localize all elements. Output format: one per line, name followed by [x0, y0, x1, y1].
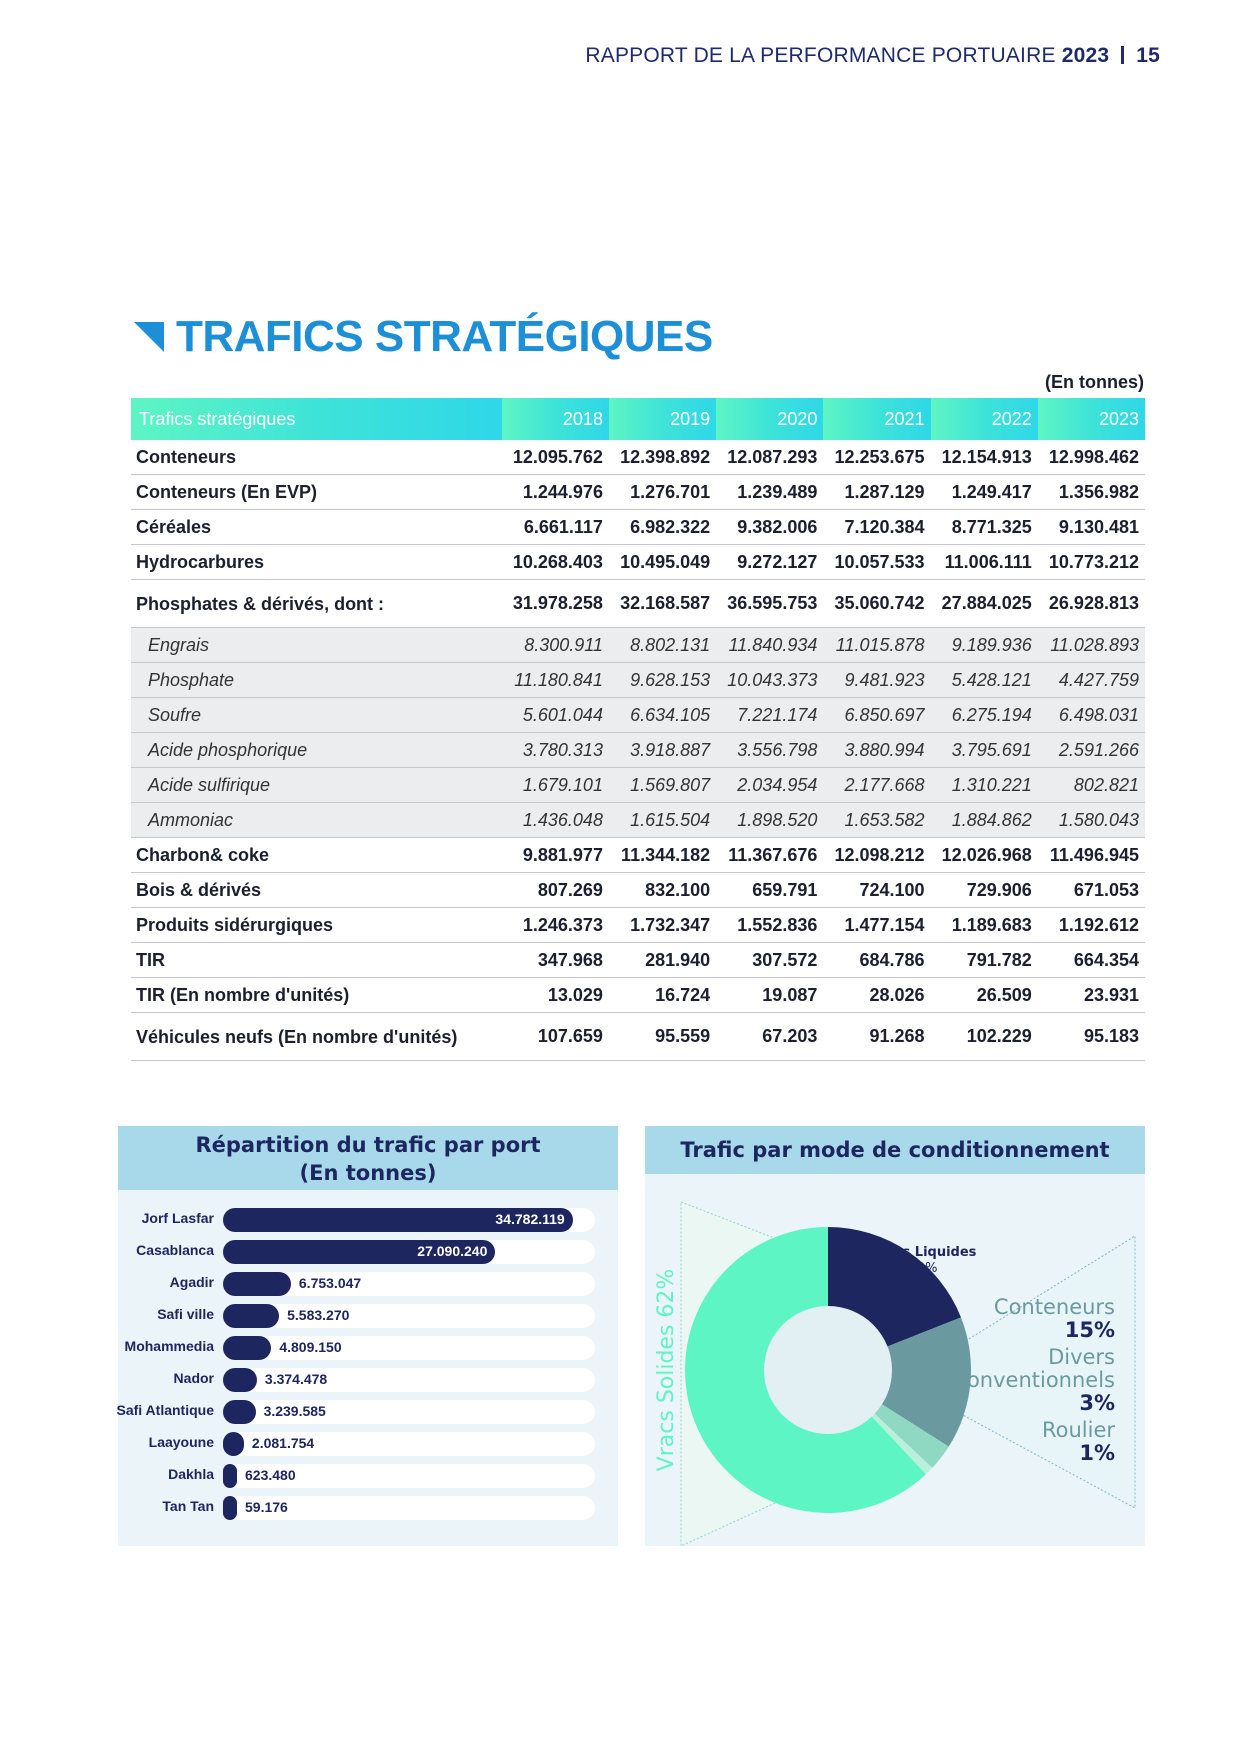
table-cell: 9.881.977 [502, 838, 609, 873]
table-cell: 1.310.221 [931, 768, 1038, 803]
strategic-traffic-table [131, 398, 1145, 1061]
table-cell: 10.043.373 [716, 663, 823, 698]
table-cell: 107.659 [502, 1013, 609, 1061]
table-cell: 832.100 [609, 873, 716, 908]
label-vracs-solides: Vracs Solides 62% [654, 1268, 679, 1472]
bar [223, 1464, 237, 1488]
table-cell: 3.880.994 [823, 733, 930, 768]
table-cell: 729.906 [931, 873, 1038, 908]
table-cell: 1.580.043 [1038, 803, 1145, 838]
table-cell: 724.100 [823, 873, 930, 908]
section-title: TRAFICS STRATÉGIQUES [176, 312, 713, 361]
label-vracs-liquides: Vracs Liquides [869, 1245, 977, 1260]
table-cell: 664.354 [1038, 943, 1145, 978]
table-cell: 8.802.131 [609, 628, 716, 663]
table-row [131, 1013, 1145, 1061]
bar-value-label: 59.176 [245, 1499, 288, 1515]
bar-value-label: 4.809.150 [279, 1339, 342, 1355]
bar-value-label: 623.480 [245, 1467, 296, 1483]
table-cell: 11.367.676 [716, 838, 823, 873]
table-cell: 802.821 [1038, 768, 1145, 803]
table-cell: 91.268 [823, 1013, 930, 1061]
row-label: TIR (En nombre d'unités) [131, 978, 502, 1013]
table-cell: 67.203 [716, 1013, 823, 1061]
table-cell: 3.795.691 [931, 733, 1038, 768]
table-cell: 8.300.911 [502, 628, 609, 663]
port-traffic-title-line-1: Répartition du trafic par port [195, 1133, 541, 1157]
packaging-mode-title: Trafic par mode de conditionnement [645, 1126, 1145, 1174]
row-label: Hydrocarbures [131, 545, 502, 580]
table-cell: 5.428.121 [931, 663, 1038, 698]
table-cell: 1.246.373 [502, 908, 609, 943]
bar-row [118, 1396, 618, 1428]
table-cell: 791.782 [931, 943, 1038, 978]
table-cell: 26.509 [931, 978, 1038, 1013]
table-cell: 12.998.462 [1038, 440, 1145, 475]
table-row [131, 440, 1145, 475]
table-cell: 1.249.417 [931, 475, 1038, 510]
table-cell: 9.272.127 [716, 545, 823, 580]
table-cell: 2.591.266 [1038, 733, 1145, 768]
column-header-year: 2022 [931, 398, 1038, 440]
packaging-donut-chart [645, 1174, 1145, 1546]
table-cell: 347.968 [502, 943, 609, 978]
bar-value-label: 6.753.047 [298, 1275, 362, 1291]
bar-row [118, 1492, 618, 1524]
label-roulier: Roulier [1041, 1418, 1115, 1442]
table-row [131, 908, 1145, 943]
port-traffic-title-line-2: (En tonnes) [299, 1161, 437, 1185]
pct-vracs-liquides: 19% [908, 1261, 938, 1276]
bar [223, 1272, 291, 1296]
table-cell: 27.884.025 [931, 580, 1038, 628]
table-cell: 4.427.759 [1038, 663, 1145, 698]
table-cell: 6.982.322 [609, 510, 716, 545]
row-label: Ammoniac [131, 803, 502, 838]
bar [223, 1496, 237, 1520]
table-cell: 23.931 [1038, 978, 1145, 1013]
table-cell: 12.026.968 [931, 838, 1038, 873]
table-cell: 6.275.194 [931, 698, 1038, 733]
column-header-year: 2018 [502, 398, 609, 440]
table-cell: 5.601.044 [502, 698, 609, 733]
row-label: Acide sulfirique [131, 768, 502, 803]
pct-divers: 3% [1079, 1391, 1115, 1415]
table-cell: 26.928.813 [1038, 580, 1145, 628]
bar-category-label: Laayoune [148, 1434, 214, 1450]
column-header-year: 2020 [716, 398, 823, 440]
row-label: Acide phosphorique [131, 733, 502, 768]
table-cell: 2.034.954 [716, 768, 823, 803]
table-cell: 1.239.489 [716, 475, 823, 510]
table-cell: 1.287.129 [823, 475, 930, 510]
bar-row [118, 1332, 618, 1364]
table-row [131, 475, 1145, 510]
table-cell: 1.189.683 [931, 908, 1038, 943]
table-cell: 19.087 [716, 978, 823, 1013]
table-cell: 684.786 [823, 943, 930, 978]
table-row [131, 580, 1145, 628]
bar [223, 1336, 271, 1360]
bar-category-label: Jorf Lasfar [141, 1210, 214, 1226]
table-cell: 10.773.212 [1038, 545, 1145, 580]
bar-category-label: Dakhla [168, 1466, 214, 1482]
bar [223, 1304, 279, 1328]
donut-hole [764, 1306, 892, 1434]
unit-note: (En tonnes) [1045, 372, 1144, 392]
table-cell: 28.026 [823, 978, 930, 1013]
bar-value-label: 3.374.478 [264, 1371, 328, 1387]
table-cell: 36.595.753 [716, 580, 823, 628]
table-cell: 807.269 [502, 873, 609, 908]
bar-row [118, 1428, 618, 1460]
table-cell: 12.095.762 [502, 440, 609, 475]
table-cell: 16.724 [609, 978, 716, 1013]
table-cell: 12.098.212 [823, 838, 930, 873]
table-cell: 12.253.675 [823, 440, 930, 475]
table-cell: 1.679.101 [502, 768, 609, 803]
table-cell: 1.276.701 [609, 475, 716, 510]
row-label: Engrais [131, 628, 502, 663]
table-cell: 1.356.982 [1038, 475, 1145, 510]
table-cell: 3.780.313 [502, 733, 609, 768]
bar-category-label: Safi ville [157, 1306, 214, 1322]
bar-row [118, 1236, 618, 1268]
table-cell: 1.732.347 [609, 908, 716, 943]
header-separator [1121, 46, 1124, 64]
section-heading [134, 312, 713, 362]
table-cell: 3.556.798 [716, 733, 823, 768]
column-header-label: Trafics stratégiques [131, 398, 502, 440]
packaging-mode-panel [645, 1126, 1145, 1546]
table-cell: 12.087.293 [716, 440, 823, 475]
table-row [131, 978, 1145, 1013]
table-cell: 6.634.105 [609, 698, 716, 733]
table-cell: 6.661.117 [502, 510, 609, 545]
table-cell: 281.940 [609, 943, 716, 978]
bar-category-label: Tan Tan [162, 1498, 214, 1514]
table-cell: 2.177.668 [823, 768, 930, 803]
row-label: Conteneurs [131, 440, 502, 475]
table-row [131, 943, 1145, 978]
table-row [131, 663, 1145, 698]
table-cell: 1.436.048 [502, 803, 609, 838]
port-traffic-panel [118, 1126, 618, 1546]
row-label: Charbon& coke [131, 838, 502, 873]
table-cell: 9.130.481 [1038, 510, 1145, 545]
column-header-year: 2023 [1038, 398, 1145, 440]
table-cell: 1.898.520 [716, 803, 823, 838]
row-label: Bois & dérivés [131, 873, 502, 908]
page-header [585, 44, 1160, 68]
bar-value-label: 3.239.585 [263, 1403, 326, 1419]
bar [223, 1368, 257, 1392]
table-cell: 12.398.892 [609, 440, 716, 475]
table-cell: 11.028.893 [1038, 628, 1145, 663]
table-cell: 13.029 [502, 978, 609, 1013]
pct-conteneurs: 15% [1064, 1318, 1115, 1342]
table-cell: 11.015.878 [823, 628, 930, 663]
bar-value-label: 5.583.270 [287, 1307, 350, 1323]
table-cell: 9.628.153 [609, 663, 716, 698]
column-header-year: 2021 [823, 398, 930, 440]
row-label: Céréales [131, 510, 502, 545]
table-cell: 10.495.049 [609, 545, 716, 580]
table-row [131, 733, 1145, 768]
table-cell: 31.978.258 [502, 580, 609, 628]
table-cell: 11.496.945 [1038, 838, 1145, 873]
table-row [131, 698, 1145, 733]
row-label: Conteneurs (En EVP) [131, 475, 502, 510]
table-cell: 10.268.403 [502, 545, 609, 580]
table-cell: 6.498.031 [1038, 698, 1145, 733]
table-cell: 11.006.111 [931, 545, 1038, 580]
table-header-row [131, 398, 1145, 440]
report-title: RAPPORT DE LA PERFORMANCE PORTUAIRE [585, 44, 1056, 67]
table-cell: 35.060.742 [823, 580, 930, 628]
bar [223, 1432, 244, 1456]
row-label: Véhicules neufs (En nombre d'unités) [131, 1013, 502, 1061]
table-cell: 9.189.936 [931, 628, 1038, 663]
table-cell: 1.653.582 [823, 803, 930, 838]
table-cell: 32.168.587 [609, 580, 716, 628]
table-cell: 9.382.006 [716, 510, 823, 545]
triangle-marker-icon [134, 322, 164, 352]
label-conteneurs: Conteneurs [993, 1295, 1115, 1319]
row-label: TIR [131, 943, 502, 978]
row-label: Soufre [131, 698, 502, 733]
bar-row [118, 1364, 618, 1396]
label-divers-line-1: Divers [1048, 1345, 1115, 1369]
table-row [131, 838, 1145, 873]
bar-category-label: Safi Atlantique [116, 1402, 214, 1418]
table-cell: 95.559 [609, 1013, 716, 1061]
table-cell: 1.192.612 [1038, 908, 1145, 943]
table-cell: 11.180.841 [502, 663, 609, 698]
bar-row [118, 1204, 618, 1236]
table-row [131, 510, 1145, 545]
table-cell: 8.771.325 [931, 510, 1038, 545]
row-label: Phosphate [131, 663, 502, 698]
table-row [131, 628, 1145, 663]
table-cell: 1.884.862 [931, 803, 1038, 838]
table-cell: 1.477.154 [823, 908, 930, 943]
table-cell: 659.791 [716, 873, 823, 908]
table-body [131, 440, 1145, 1061]
bar [223, 1400, 256, 1424]
table-cell: 6.850.697 [823, 698, 930, 733]
bar-row [118, 1460, 618, 1492]
bar-value-label: 34.782.119 [495, 1211, 565, 1227]
table-cell: 9.481.923 [823, 663, 930, 698]
table-row [131, 873, 1145, 908]
table-row [131, 768, 1145, 803]
table-cell: 12.154.913 [931, 440, 1038, 475]
table-cell: 1.244.976 [502, 475, 609, 510]
port-traffic-title [118, 1126, 618, 1190]
bar-category-label: Agadir [169, 1274, 214, 1290]
row-label: Phosphates & dérivés, dont : [131, 580, 502, 628]
column-header-year: 2019 [609, 398, 716, 440]
pct-roulier: 1% [1079, 1441, 1115, 1465]
table-row [131, 545, 1145, 580]
table-cell: 11.840.934 [716, 628, 823, 663]
report-year: 2023 [1061, 44, 1110, 67]
table-cell: 1.615.504 [609, 803, 716, 838]
table-cell: 671.053 [1038, 873, 1145, 908]
table-cell: 1.569.807 [609, 768, 716, 803]
bar-category-label: Casablanca [136, 1242, 214, 1258]
bar-value-label: 27.090.240 [417, 1243, 488, 1259]
bar-row [118, 1300, 618, 1332]
bar-category-label: Nador [173, 1370, 214, 1386]
table-row [131, 803, 1145, 838]
table-cell: 1.552.836 [716, 908, 823, 943]
table-cell: 307.572 [716, 943, 823, 978]
table-cell: 10.057.533 [823, 545, 930, 580]
bar-category-label: Mohammedia [124, 1338, 214, 1354]
row-label: Produits sidérurgiques [131, 908, 502, 943]
port-bar-chart [118, 1204, 618, 1524]
bar-value-label: 2.081.754 [251, 1435, 315, 1451]
page-number: 15 [1136, 44, 1160, 67]
table-cell: 7.221.174 [716, 698, 823, 733]
table-cell: 7.120.384 [823, 510, 930, 545]
table-cell: 102.229 [931, 1013, 1038, 1061]
table-cell: 3.918.887 [609, 733, 716, 768]
table-cell: 11.344.182 [609, 838, 716, 873]
table-cell: 95.183 [1038, 1013, 1145, 1061]
bar-row [118, 1268, 618, 1300]
label-divers-line-2: Conventionnels [952, 1368, 1115, 1392]
